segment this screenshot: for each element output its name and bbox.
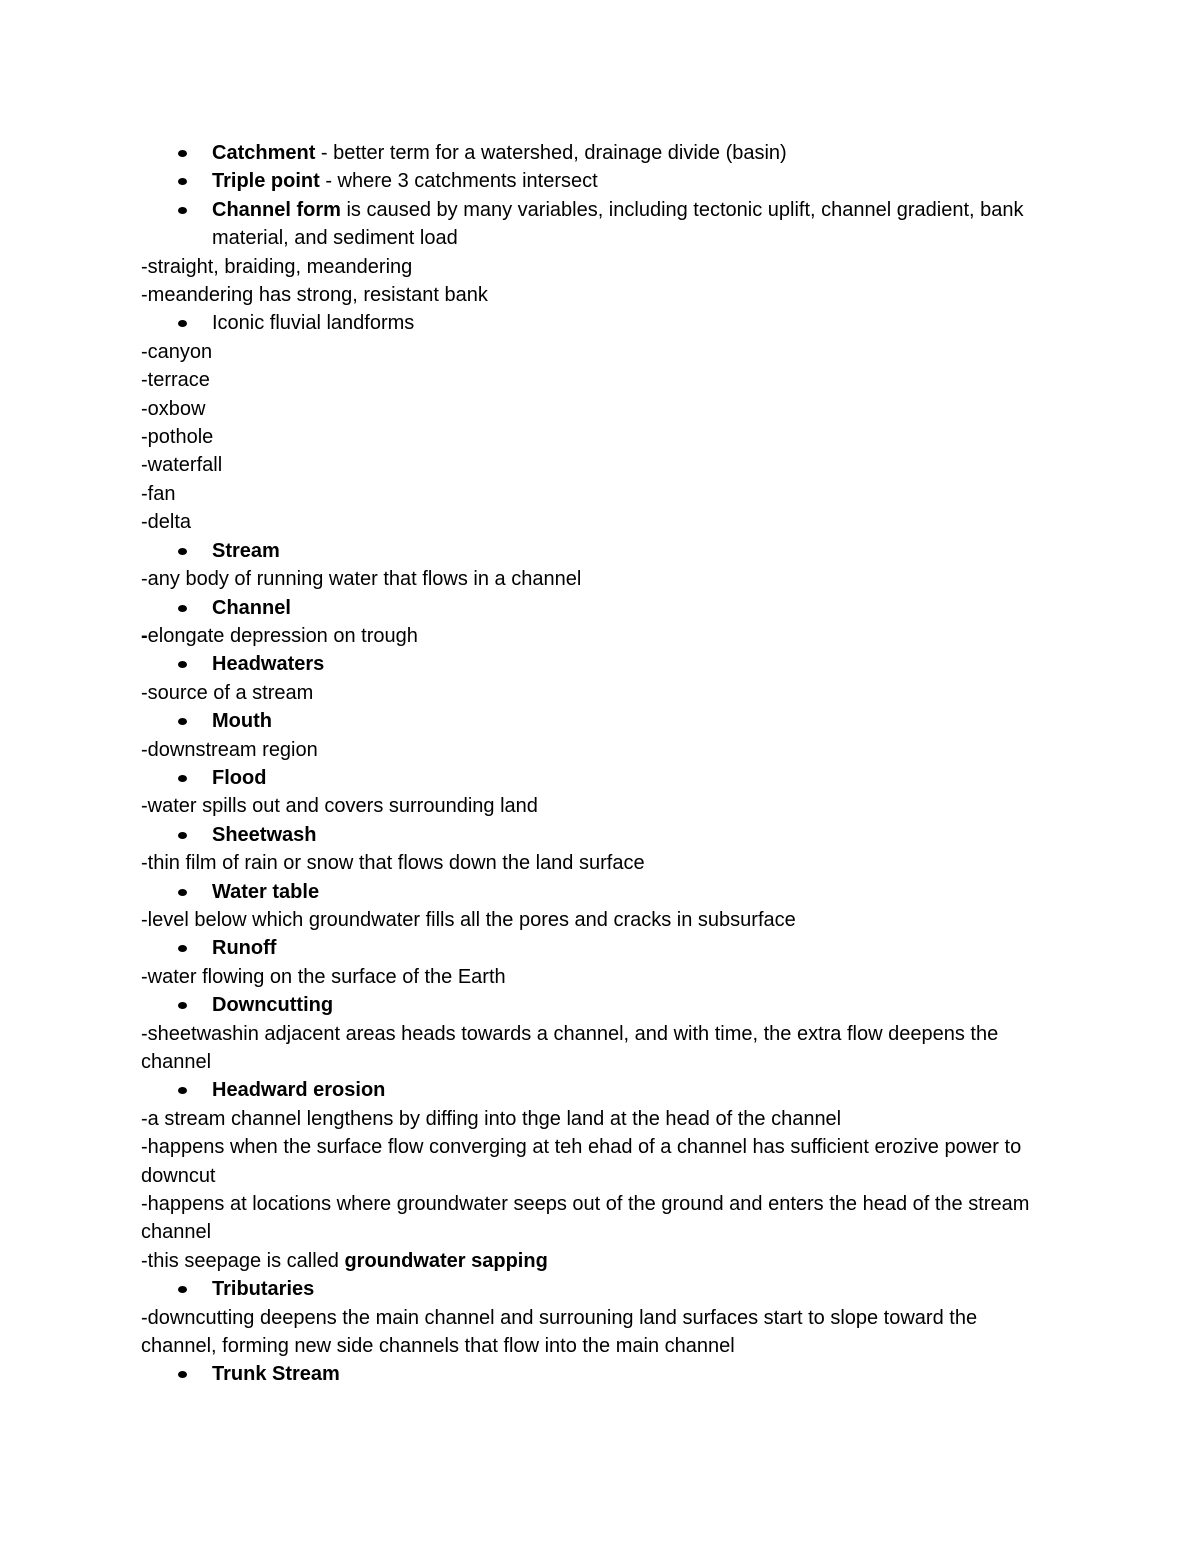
line-text: -meandering has strong, resistant bank [141,284,488,307]
line-text: -canyon [141,340,213,363]
line-text: -level below which groundwater fills all the pores and cracks in subsurface [141,908,796,931]
bullet-icon [178,1087,187,1094]
bullet-icon [178,320,187,327]
line-text: Iconic fluvial landforms [212,312,415,335]
bullet-item [0,707,1200,735]
line-text: elongate depression on trough [147,624,418,647]
term: Stream [212,539,280,562]
note-line [0,366,1200,394]
bullet-icon [178,150,187,157]
term: Tributaries [212,1278,315,1301]
note-line [0,253,1200,281]
note-line [0,1190,1200,1247]
term: Triple point [212,170,320,193]
term: Water table [212,880,320,903]
note-line [0,338,1200,366]
note-line [0,1304,1200,1361]
bullet-icon [178,1371,187,1378]
bullet-icon [178,178,187,185]
line-text: -straight, braiding, meandering [141,255,413,278]
bullet-icon [178,718,187,725]
note-line [0,792,1200,820]
term: Channel form [212,198,341,221]
term: Runoff [212,937,277,960]
note-line [0,1020,1200,1077]
bullet-icon [178,832,187,839]
term: Headward erosion [212,1079,386,1102]
bullet-item [0,196,1200,253]
bullet-item [0,1275,1200,1303]
line-text: -water flowing on the surface of the Earth [141,965,506,988]
bullet-icon [178,605,187,612]
note-line [0,565,1200,593]
term: Headwaters [212,653,325,676]
note-line [0,963,1200,991]
line-text: -waterfall [141,454,223,477]
bullet-icon [178,945,187,952]
note-line [0,508,1200,536]
term: Downcutting [212,994,334,1017]
line-text: -water spills out and covers surrounding land [141,795,538,818]
line-text: -source of a stream [141,681,314,704]
bullet-icon [178,775,187,782]
note-line [0,423,1200,451]
bullet-icon [178,1002,187,1009]
bullet-item [0,764,1200,792]
term: Mouth [212,710,272,733]
note-line [0,395,1200,423]
line-text: -downcutting deepens the main channel and surrouning land surfaces start to slope toward the channel, forming new side channels that flow into the main channel [141,1306,978,1358]
line-lead: - [141,624,148,647]
note-line [0,1105,1200,1133]
bold-term: groundwater sapping [344,1249,548,1272]
note-line [0,281,1200,309]
bullet-item [0,1076,1200,1104]
bullet-item [0,309,1200,337]
bullet-icon [178,548,187,555]
line-text: -terrace [141,369,210,392]
note-line [0,679,1200,707]
line-text: - where 3 catchments intersect [319,170,598,193]
line-text: is caused by many variables, including tectonic uplift, channel gradient, bank material, and sediment load [212,198,1024,250]
line-text: -fan [141,482,176,505]
line-text: -thin film of rain or snow that flows down the land surface [141,852,645,875]
line-text: -any body of running water that flows in a channel [141,568,582,591]
note-line [0,451,1200,479]
bullet-icon [178,207,187,214]
term: Sheetwash [212,823,317,846]
note-line [0,736,1200,764]
line-text: -happens when the surface flow converging at teh ehad of a channel has sufficient erozive power to downcut [141,1136,1022,1187]
note-line [0,849,1200,877]
term: Channel [212,596,291,619]
note-line [0,906,1200,934]
bullet-icon [178,1286,187,1293]
term: Flood [212,766,267,789]
bullet-item [0,821,1200,849]
note-line [0,1133,1200,1190]
bullet-item [0,139,1200,167]
bullet-item [0,594,1200,622]
bullet-item [0,878,1200,906]
bullet-item [0,537,1200,565]
bullet-icon [178,661,187,668]
term: Trunk Stream [212,1363,340,1386]
line-text: -oxbow [141,397,206,420]
note-line [0,622,1200,650]
line-text: -sheetwashin adjacent areas heads towards a channel, and with time, the extra flow deepens the channel [141,1022,999,1073]
notes-content [0,139,1200,1389]
note-line [0,480,1200,508]
term: Catchment [212,142,316,164]
line-text: - better term for a watershed, drainage divide (basin) [315,142,787,164]
note-line [0,1247,1200,1275]
bullet-item [0,650,1200,678]
line-text: -happens at locations where groundwater seeps out of the ground and enters the head of the stream channel [141,1193,1030,1244]
line-text: -downstream region [141,738,318,761]
bullet-icon [178,889,187,896]
line-text: -this seepage is called [141,1249,345,1272]
line-text: -delta [141,511,192,534]
line-text: -a stream channel lengthens by diffing into thge land at the head of the channel [141,1107,842,1130]
line-text: -pothole [141,426,214,449]
bullet-item [0,991,1200,1019]
bullet-item [0,1360,1200,1388]
bullet-item [0,934,1200,962]
bullet-item [0,167,1200,195]
